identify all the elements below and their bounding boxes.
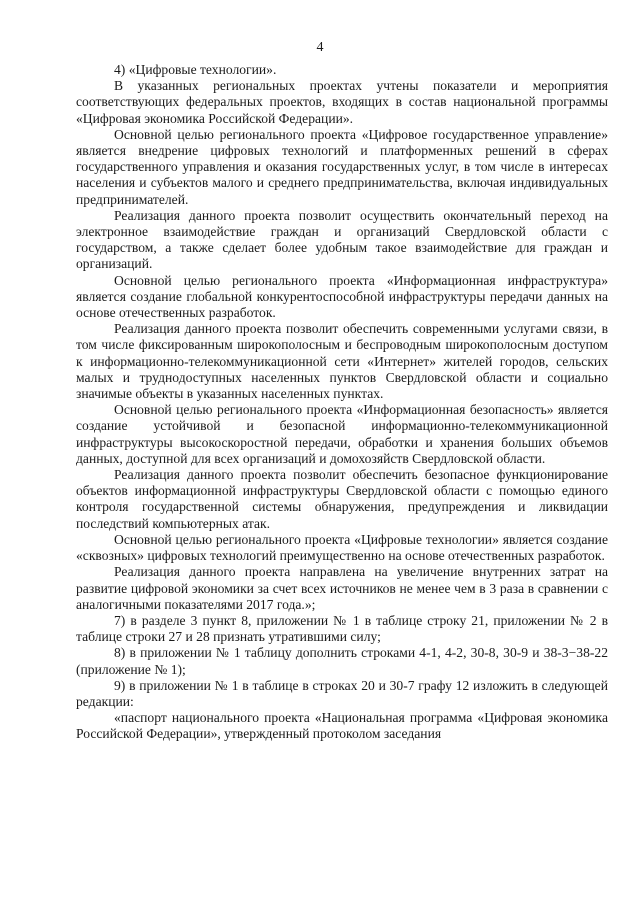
paragraph: Реализация данного проекта позволит обеспечить современными услугами связи, в том числе фиксированным широкополосным и беспроводным широкополосным доступом к информационно-телекоммуникационной сети «Интернет» жителей городов, сельских малых и труднодоступных населенных пунктов Свердловской области и социально значимые объекты в указанных населенных пунктах.: [76, 321, 608, 402]
paragraph: 8) в приложении № 1 таблицу дополнить строками 4-1, 4-2, 30-8, 30-9 и 38-3−38-22 (приложение № 1);: [76, 645, 608, 677]
paragraph: Реализация данного проекта позволит осуществить окончательный переход на электронное взаимодействие граждан и организаций Свердловской области с государством, а также сделает более удобным такое взаимодействие для граждан и организаций.: [76, 207, 608, 272]
paragraph: Реализация данного проекта позволит обеспечить безопасное функционирование объектов информационной инфраструктуры Свердловской области с помощью единого контроля государственной системы обнаружения, предупреждения и ликвидации последствий компьютерных атак.: [76, 467, 608, 531]
paragraph: В указанных региональных проектах учтены показатели и мероприятия соответствующих федеральных проектов, входящих в состав национальной программы «Цифровая экономика Российской Федерации».: [76, 78, 608, 126]
paragraph: «паспорт национального проекта «Национальная программа «Цифровая экономика Российской Федерации», утвержденный протоколом заседания: [76, 710, 608, 742]
paragraph: Основной целью регионального проекта «Цифровое государственное управление» является внедрение цифровых технологий и платформенных решений в сферах государственного управления и оказания государственных услуг, в том числе в интересах населения и субъектов малого и среднего предпринимательства, включая индивидуальных предпринимателей.: [76, 126, 608, 207]
document-body: [76, 62, 608, 743]
paragraph: 9) в приложении № 1 в таблице в строках 20 и 30-7 графу 12 изложить в следующей редакции:: [76, 677, 608, 709]
paragraph: Основной целью регионального проекта «Информационная инфраструктура» является создание глобальной конкурентоспособной инфраструктуры передачи данных на основе отечественных разработок.: [76, 272, 608, 321]
paragraph: Основной целью регионального проекта «Информационная безопасность» является создание устойчивой и безопасной информационно-телекоммуникационной инфраструктуры высокоскоростной передачи, обработки и хранения больших объемов данных, доступной для всех организаций и домохозяйств Свердловской области.: [76, 402, 608, 466]
page-number: 4: [316, 40, 324, 55]
paragraph: Основной целью регионального проекта «Цифровые технологии» является создание «сквозных» цифровых технологий преимущественно на основе отечественных разработок.: [76, 531, 608, 564]
paragraph: Реализация данного проекта направлена на увеличение внутренних затрат на развитие цифровой экономики за счет всех источников не менее чем в 3 раза в сравнении с аналогичными показателями 2017 года.»;: [76, 564, 608, 612]
paragraph: 4) «Цифровые технологии».: [114, 62, 277, 77]
paragraph: 7) в разделе 3 пункт 8, приложении № 1 в таблице строку 21, приложении № 2 в таблице строки 27 и 28 признать утратившими силу;: [76, 612, 608, 645]
